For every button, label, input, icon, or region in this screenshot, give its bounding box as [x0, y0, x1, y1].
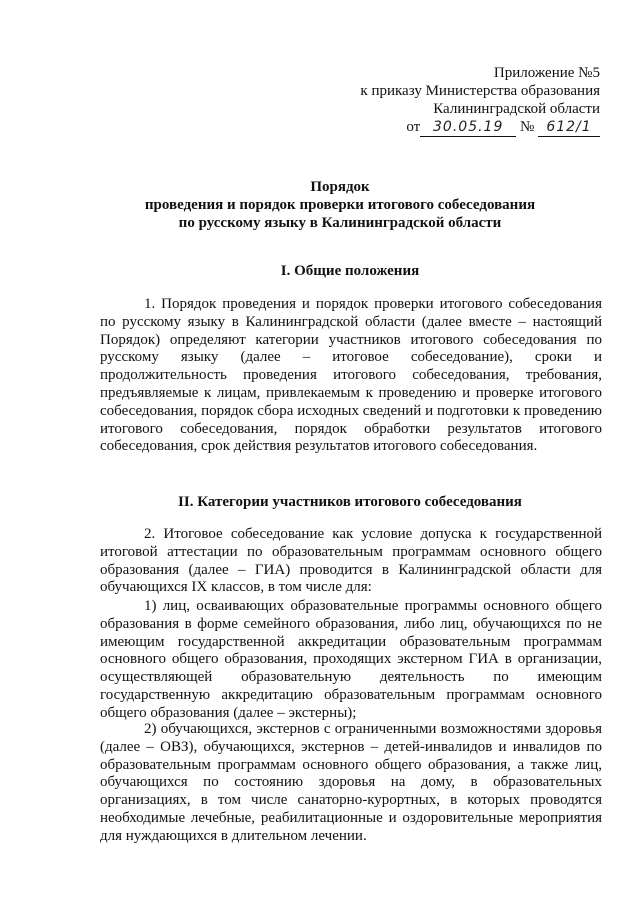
handwritten-date: 30.05.19 [420, 118, 516, 137]
date-prefix: от [406, 119, 421, 135]
annex-block [300, 64, 600, 137]
title-line-3: по русскому языку в Калининградской области [178, 215, 502, 231]
handwritten-number: 612/1 [538, 118, 600, 137]
title-line-2: проведения и порядок проверки итогового собеседования [144, 197, 536, 213]
annex-line-3: Калининградской области [433, 101, 600, 117]
document-title [100, 178, 580, 232]
list-item-2: 2) обучающихся, экстернов с ограниченными возможностями здоровья (далее – ОВЗ), обучающихся, экстернов – детей-инвалидов и инвалидов по образовательным программам основного общего образования, а также лиц, обучающихся по состоянию здоровья на дому, в образовательных организациях, в том числе санаторно-курортных, в которых проводятся необходимые лечебные, реабилитационные и оздоровительные мероприятия для нуждающихся в длительном лечении. [100, 721, 602, 844]
list-item-1: 1) лиц, осваивающих образовательные программы основного общего образования в форме семейного образования, либо лиц, обучающихся по не имеющим государственной аккредитации образовательным программам основного общего образования, проходящих экстерном ГИА в организации, осуществляющей образовательную деятельность по имеющим государственную аккредитацию образовательным программам основного общего образования (далее – экстерны); [100, 598, 602, 721]
annex-line-2: к приказу Министерства образования [360, 83, 600, 99]
annex-line-1: Приложение №5 [493, 65, 600, 81]
number-prefix: № [519, 119, 535, 135]
title-line-1: Порядок [310, 179, 370, 195]
paragraph-2: 2. Итоговое собеседование как условие допуска к государственной итоговой аттестации по образовательным программам основного общего образования (далее – ГИА) проводится в Калининградской области для обучающихся IX классов, в том числе для: [100, 526, 602, 596]
section-1-heading: I. Общие положения [280, 263, 420, 279]
section-2-heading: II. Категории участников итогового собеседования [178, 494, 522, 510]
paragraph-1: 1. Порядок проведения и порядок проверки итогового собеседования по русскому языку в Калининградской области (далее вместе – настоящий Порядок) определяют категории участников итогового собеседования по русскому языку (далее – итоговое собеседование), сроки и продолжительность проведения итогового собеседования, требования, предъявляемые к лицам, привлекаемым к проведению и проверке итогового собеседования, порядок сбора исходных сведений и подготовки к проведению итогового собеседования, порядок обработки результатов итогового собеседования, срок действия результатов итогового собеседования. [100, 296, 602, 455]
annex-date-number-line [300, 118, 600, 137]
